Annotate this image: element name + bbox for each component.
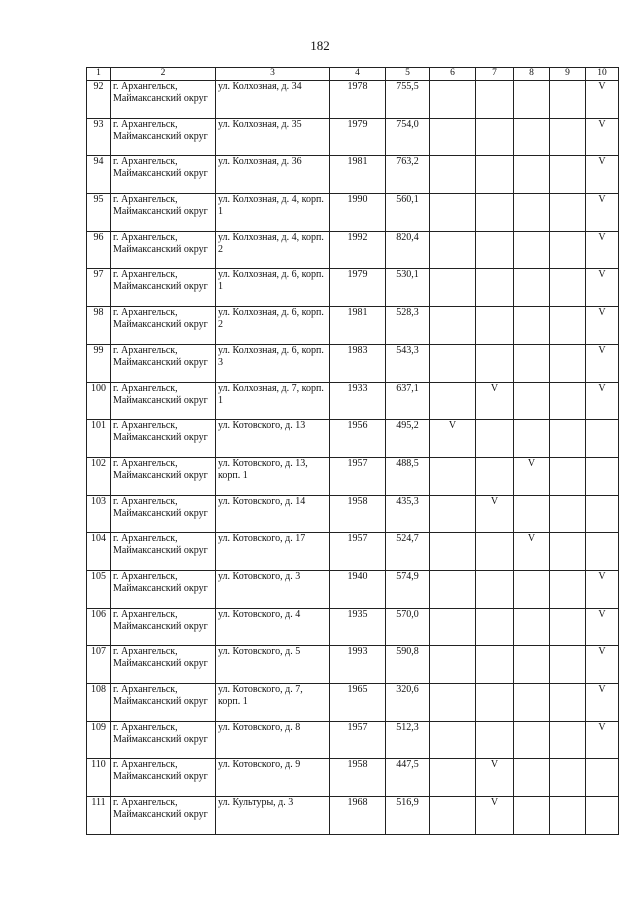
mark-cell-8: [514, 156, 550, 194]
row-number-cell: 110: [87, 759, 111, 797]
table-row: [87, 194, 619, 232]
mark-cell-10: V: [586, 646, 619, 684]
mark-cell-10: [586, 495, 619, 533]
settlement-cell: г. Архангельск, Маймаксанский округ: [111, 646, 216, 684]
mark-cell-6: [430, 194, 476, 232]
row-number-cell: 104: [87, 533, 111, 571]
mark-cell-10: [586, 457, 619, 495]
row-number-cell: 99: [87, 344, 111, 382]
column-header: 7: [476, 68, 514, 81]
mark-cell-7: [476, 646, 514, 684]
mark-cell-10: V: [586, 307, 619, 345]
column-header: 3: [216, 68, 330, 81]
area-cell: 495,2: [386, 420, 430, 458]
registry-table: [86, 67, 619, 835]
settlement-cell: г. Архангельск, Маймаксанский округ: [111, 81, 216, 119]
area-cell: 488,5: [386, 457, 430, 495]
row-number-cell: 97: [87, 269, 111, 307]
table-row: [87, 156, 619, 194]
table-row: [87, 608, 619, 646]
mark-cell-8: [514, 797, 550, 835]
mark-cell-7: [476, 269, 514, 307]
year-cell: 1990: [330, 194, 386, 232]
row-number-cell: 105: [87, 570, 111, 608]
year-cell: 1957: [330, 721, 386, 759]
mark-cell-8: [514, 118, 550, 156]
mark-cell-9: [550, 344, 586, 382]
mark-cell-9: [550, 684, 586, 722]
settlement-cell: г. Архангельск, Маймаксанский округ: [111, 721, 216, 759]
table-row: [87, 457, 619, 495]
mark-cell-9: [550, 269, 586, 307]
column-header: 9: [550, 68, 586, 81]
area-cell: 763,2: [386, 156, 430, 194]
mark-cell-7: [476, 81, 514, 119]
mark-cell-7: V: [476, 495, 514, 533]
address-cell: ул. Котовского, д. 3: [216, 570, 330, 608]
mark-cell-8: [514, 495, 550, 533]
row-number-cell: 98: [87, 307, 111, 345]
mark-cell-9: [550, 797, 586, 835]
address-cell: ул. Котовского, д. 5: [216, 646, 330, 684]
table-row: [87, 269, 619, 307]
column-header: 8: [514, 68, 550, 81]
column-header: 5: [386, 68, 430, 81]
mark-cell-9: [550, 420, 586, 458]
mark-cell-8: V: [514, 533, 550, 571]
mark-cell-6: [430, 344, 476, 382]
address-cell: ул. Котовского, д. 13: [216, 420, 330, 458]
mark-cell-10: [586, 797, 619, 835]
mark-cell-10: V: [586, 81, 619, 119]
column-header: 1: [87, 68, 111, 81]
mark-cell-7: [476, 420, 514, 458]
mark-cell-6: [430, 382, 476, 420]
table-row: [87, 759, 619, 797]
address-cell: ул. Колхозная, д. 7, корп. 1: [216, 382, 330, 420]
year-cell: 1981: [330, 156, 386, 194]
area-cell: 528,3: [386, 307, 430, 345]
table-row: [87, 495, 619, 533]
page-number: 182: [310, 38, 330, 53]
mark-cell-9: [550, 231, 586, 269]
address-cell: ул. Котовского, д. 17: [216, 533, 330, 571]
mark-cell-8: [514, 684, 550, 722]
address-cell: ул. Колхозная, д. 6, корп. 1: [216, 269, 330, 307]
year-cell: 1979: [330, 269, 386, 307]
mark-cell-6: [430, 495, 476, 533]
mark-cell-6: [430, 269, 476, 307]
row-number-cell: 95: [87, 194, 111, 232]
mark-cell-10: V: [586, 231, 619, 269]
year-cell: 1958: [330, 759, 386, 797]
mark-cell-9: [550, 721, 586, 759]
mark-cell-6: [430, 457, 476, 495]
address-cell: ул. Колхозная, д. 34: [216, 81, 330, 119]
mark-cell-9: [550, 495, 586, 533]
table-row: [87, 797, 619, 835]
mark-cell-7: [476, 307, 514, 345]
mark-cell-10: [586, 759, 619, 797]
table-row: [87, 307, 619, 345]
address-cell: ул. Колхозная, д. 35: [216, 118, 330, 156]
settlement-cell: г. Архангельск, Маймаксанский округ: [111, 269, 216, 307]
settlement-cell: г. Архангельск, Маймаксанский округ: [111, 533, 216, 571]
mark-cell-10: V: [586, 684, 619, 722]
area-cell: 435,3: [386, 495, 430, 533]
year-cell: 1933: [330, 382, 386, 420]
area-cell: 524,7: [386, 533, 430, 571]
mark-cell-9: [550, 194, 586, 232]
settlement-cell: г. Архангельск, Маймаксанский округ: [111, 307, 216, 345]
table-row: [87, 420, 619, 458]
address-cell: ул. Котовского, д. 8: [216, 721, 330, 759]
mark-cell-7: [476, 156, 514, 194]
settlement-cell: г. Архангельск, Маймаксанский округ: [111, 684, 216, 722]
year-cell: 1956: [330, 420, 386, 458]
mark-cell-10: V: [586, 382, 619, 420]
mark-cell-9: [550, 759, 586, 797]
address-cell: ул. Котовского, д. 4: [216, 608, 330, 646]
mark-cell-8: [514, 344, 550, 382]
mark-cell-7: V: [476, 759, 514, 797]
settlement-cell: г. Архангельск, Маймаксанский округ: [111, 194, 216, 232]
mark-cell-9: [550, 307, 586, 345]
settlement-cell: г. Архангельск, Маймаксанский округ: [111, 608, 216, 646]
settlement-cell: г. Архангельск, Маймаксанский округ: [111, 759, 216, 797]
settlement-cell: г. Архангельск, Маймаксанский округ: [111, 420, 216, 458]
mark-cell-10: V: [586, 721, 619, 759]
table-row: [87, 684, 619, 722]
year-cell: 1935: [330, 608, 386, 646]
mark-cell-7: V: [476, 382, 514, 420]
mark-cell-10: [586, 420, 619, 458]
mark-cell-9: [550, 81, 586, 119]
settlement-cell: г. Архангельск, Маймаксанский округ: [111, 457, 216, 495]
row-number-cell: 111: [87, 797, 111, 835]
mark-cell-8: [514, 269, 550, 307]
mark-cell-9: [550, 118, 586, 156]
year-cell: 1940: [330, 570, 386, 608]
column-number-row: [87, 68, 619, 81]
mark-cell-7: V: [476, 797, 514, 835]
settlement-cell: г. Архангельск, Маймаксанский округ: [111, 156, 216, 194]
settlement-cell: г. Архангельск, Маймаксанский округ: [111, 495, 216, 533]
row-number-cell: 109: [87, 721, 111, 759]
table-row: [87, 721, 619, 759]
mark-cell-8: [514, 646, 550, 684]
mark-cell-9: [550, 156, 586, 194]
mark-cell-7: [476, 721, 514, 759]
mark-cell-7: [476, 533, 514, 571]
area-cell: 530,1: [386, 269, 430, 307]
mark-cell-10: V: [586, 156, 619, 194]
area-cell: 590,8: [386, 646, 430, 684]
address-cell: ул. Колхозная, д. 6, корп. 2: [216, 307, 330, 345]
mark-cell-8: [514, 420, 550, 458]
column-header: 6: [430, 68, 476, 81]
mark-cell-6: [430, 608, 476, 646]
mark-cell-7: [476, 570, 514, 608]
mark-cell-6: [430, 118, 476, 156]
address-cell: ул. Котовского, д. 14: [216, 495, 330, 533]
table-row: [87, 344, 619, 382]
row-number-cell: 96: [87, 231, 111, 269]
address-cell: ул. Котовского, д. 13, корп. 1: [216, 457, 330, 495]
mark-cell-8: [514, 231, 550, 269]
area-cell: 447,5: [386, 759, 430, 797]
address-cell: ул. Колхозная, д. 4, корп. 2: [216, 231, 330, 269]
address-cell: ул. Котовского, д. 9: [216, 759, 330, 797]
year-cell: 1979: [330, 118, 386, 156]
table-row: [87, 118, 619, 156]
column-header: 10: [586, 68, 619, 81]
row-number-cell: 101: [87, 420, 111, 458]
mark-cell-8: [514, 721, 550, 759]
mark-cell-7: [476, 344, 514, 382]
mark-cell-8: [514, 608, 550, 646]
mark-cell-7: [476, 194, 514, 232]
row-number-cell: 100: [87, 382, 111, 420]
mark-cell-10: V: [586, 118, 619, 156]
table-row: [87, 570, 619, 608]
mark-cell-6: [430, 156, 476, 194]
mark-cell-9: [550, 570, 586, 608]
year-cell: 1958: [330, 495, 386, 533]
area-cell: 512,3: [386, 721, 430, 759]
area-cell: 637,1: [386, 382, 430, 420]
table-row: [87, 646, 619, 684]
mark-cell-7: [476, 608, 514, 646]
mark-cell-6: [430, 533, 476, 571]
row-number-cell: 93: [87, 118, 111, 156]
mark-cell-6: [430, 646, 476, 684]
row-number-cell: 102: [87, 457, 111, 495]
row-number-cell: 94: [87, 156, 111, 194]
settlement-cell: г. Архангельск, Маймаксанский округ: [111, 118, 216, 156]
area-cell: 560,1: [386, 194, 430, 232]
mark-cell-6: [430, 570, 476, 608]
mark-cell-8: [514, 81, 550, 119]
mark-cell-10: V: [586, 608, 619, 646]
mark-cell-7: [476, 118, 514, 156]
mark-cell-6: [430, 721, 476, 759]
area-cell: 570,0: [386, 608, 430, 646]
mark-cell-10: [586, 533, 619, 571]
mark-cell-10: V: [586, 570, 619, 608]
mark-cell-6: [430, 797, 476, 835]
mark-cell-8: V: [514, 457, 550, 495]
year-cell: 1993: [330, 646, 386, 684]
row-number-cell: 108: [87, 684, 111, 722]
mark-cell-8: [514, 570, 550, 608]
mark-cell-10: V: [586, 194, 619, 232]
area-cell: 755,5: [386, 81, 430, 119]
mark-cell-9: [550, 608, 586, 646]
mark-cell-6: [430, 684, 476, 722]
mark-cell-8: [514, 759, 550, 797]
mark-cell-6: [430, 759, 476, 797]
year-cell: 1981: [330, 307, 386, 345]
address-cell: ул. Котовского, д. 7, корп. 1: [216, 684, 330, 722]
area-cell: 754,0: [386, 118, 430, 156]
year-cell: 1983: [330, 344, 386, 382]
mark-cell-8: [514, 194, 550, 232]
row-number-cell: 103: [87, 495, 111, 533]
mark-cell-7: [476, 457, 514, 495]
table-body: [87, 81, 619, 835]
area-cell: 574,9: [386, 570, 430, 608]
area-cell: 820,4: [386, 231, 430, 269]
mark-cell-9: [550, 457, 586, 495]
mark-cell-7: [476, 684, 514, 722]
column-header: 2: [111, 68, 216, 81]
year-cell: 1992: [330, 231, 386, 269]
row-number-cell: 106: [87, 608, 111, 646]
mark-cell-9: [550, 382, 586, 420]
settlement-cell: г. Архангельск, Маймаксанский округ: [111, 382, 216, 420]
table-row: [87, 81, 619, 119]
mark-cell-8: [514, 382, 550, 420]
year-cell: 1957: [330, 457, 386, 495]
mark-cell-9: [550, 646, 586, 684]
row-number-cell: 107: [87, 646, 111, 684]
mark-cell-6: [430, 307, 476, 345]
mark-cell-7: [476, 231, 514, 269]
year-cell: 1965: [330, 684, 386, 722]
mark-cell-6: V: [430, 420, 476, 458]
year-cell: 1968: [330, 797, 386, 835]
mark-cell-8: [514, 307, 550, 345]
address-cell: ул. Колхозная, д. 4, корп. 1: [216, 194, 330, 232]
address-cell: ул. Колхозная, д. 36: [216, 156, 330, 194]
column-header: 4: [330, 68, 386, 81]
area-cell: 320,6: [386, 684, 430, 722]
settlement-cell: г. Архангельск, Маймаксанский округ: [111, 570, 216, 608]
table-row: [87, 533, 619, 571]
mark-cell-6: [430, 81, 476, 119]
year-cell: 1978: [330, 81, 386, 119]
table-row: [87, 231, 619, 269]
settlement-cell: г. Архангельск, Маймаксанский округ: [111, 231, 216, 269]
mark-cell-10: V: [586, 344, 619, 382]
mark-cell-6: [430, 231, 476, 269]
year-cell: 1957: [330, 533, 386, 571]
area-cell: 516,9: [386, 797, 430, 835]
address-cell: ул. Культуры, д. 3: [216, 797, 330, 835]
row-number-cell: 92: [87, 81, 111, 119]
mark-cell-9: [550, 533, 586, 571]
address-cell: ул. Колхозная, д. 6, корп. 3: [216, 344, 330, 382]
area-cell: 543,3: [386, 344, 430, 382]
table-row: [87, 382, 619, 420]
settlement-cell: г. Архангельск, Маймаксанский округ: [111, 344, 216, 382]
settlement-cell: г. Архангельск, Маймаксанский округ: [111, 797, 216, 835]
mark-cell-10: V: [586, 269, 619, 307]
